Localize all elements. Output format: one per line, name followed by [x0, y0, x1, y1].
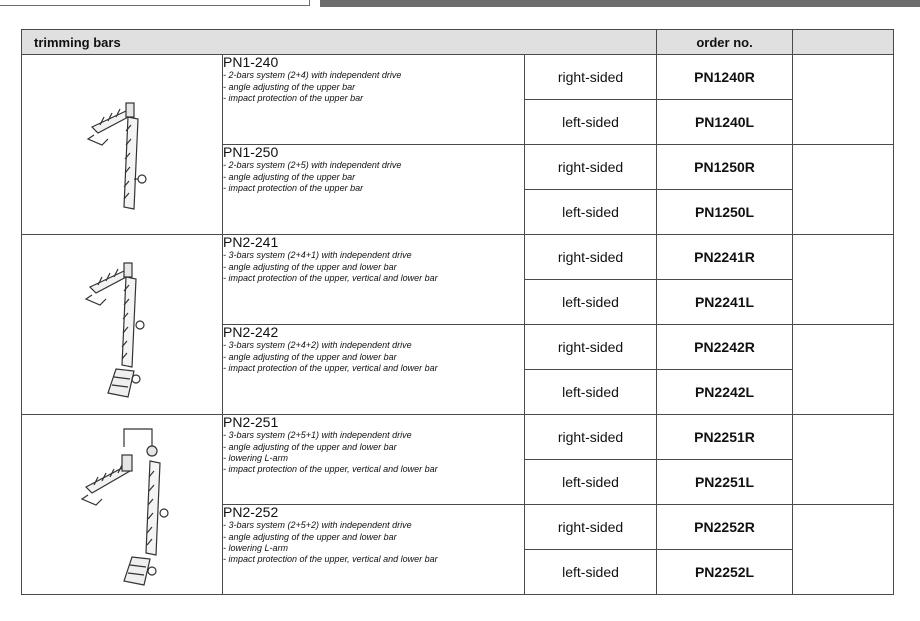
order-number: PN2252L: [657, 550, 793, 595]
trimming-bar-3-bar-lowering-icon: [22, 421, 222, 589]
product-description: [223, 235, 525, 325]
side-label: left-sided: [525, 100, 657, 145]
order-number: PN2252R: [657, 505, 793, 550]
table-header-row: [22, 30, 894, 55]
trimming-bars-table: [21, 29, 894, 595]
product-image-cell: [22, 415, 223, 595]
extra-header: [793, 30, 894, 55]
top-rule-left: [0, 0, 310, 6]
notes-cell: [793, 55, 894, 145]
order-number: PN1240R: [657, 55, 793, 100]
side-label: right-sided: [525, 325, 657, 370]
order-number: PN1240L: [657, 100, 793, 145]
order-number: PN1250L: [657, 190, 793, 235]
feature-item: - impact protection of the upper, vertical and lower bar: [223, 554, 438, 564]
feature-list: [223, 520, 524, 565]
feature-item: - 3-bars system (2+5+1) with independent drive: [223, 430, 412, 440]
feature-item: - impact protection of the upper, vertical and lower bar: [223, 273, 438, 283]
order-number: PN1250R: [657, 145, 793, 190]
feature-list: [223, 430, 524, 475]
notes-cell: [793, 505, 894, 595]
table-row: [22, 415, 894, 460]
order-number: PN2251L: [657, 460, 793, 505]
table-row: [22, 55, 894, 100]
order-number: PN2251R: [657, 415, 793, 460]
order-number: PN2242L: [657, 370, 793, 415]
trimming-bar-3-bar-icon: [22, 247, 222, 403]
feature-list: [223, 250, 524, 284]
product-description: [223, 325, 525, 415]
notes-cell: [793, 325, 894, 415]
product-image-cell: [22, 235, 223, 415]
feature-item: - impact protection of the upper, vertical and lower bar: [223, 464, 438, 474]
top-rule-right: [320, 0, 920, 7]
feature-list: [223, 160, 524, 194]
table-body: [22, 55, 894, 595]
notes-cell: [793, 415, 894, 505]
order-no-header: order no.: [657, 30, 793, 55]
side-label: left-sided: [525, 370, 657, 415]
product-description: [223, 145, 525, 235]
model-name: PN2-252: [223, 504, 279, 520]
order-number: PN2241L: [657, 280, 793, 325]
model-name: PN2-251: [223, 414, 279, 430]
model-name: PN2-242: [223, 324, 279, 340]
notes-cell: [793, 235, 894, 325]
feature-item: - lowering L-arm: [223, 543, 289, 553]
feature-item: - impact protection of the upper, vertical and lower bar: [223, 363, 438, 373]
side-label: right-sided: [525, 235, 657, 280]
side-label: left-sided: [525, 190, 657, 235]
side-label: left-sided: [525, 550, 657, 595]
feature-item: - 3-bars system (2+4+1) with independent drive: [223, 250, 412, 260]
side-label: right-sided: [525, 55, 657, 100]
product-description: [223, 415, 525, 505]
feature-item: - 3-bars system (2+5+2) with independent drive: [223, 520, 412, 530]
product-description: [223, 505, 525, 595]
feature-item: - impact protection of the upper bar: [223, 93, 364, 103]
feature-item: - 2-bars system (2+4) with independent drive: [223, 70, 402, 80]
side-label: right-sided: [525, 415, 657, 460]
side-label: left-sided: [525, 460, 657, 505]
side-label: right-sided: [525, 505, 657, 550]
feature-item: - angle adjusting of the upper and lower bar: [223, 532, 397, 542]
feature-item: - angle adjusting of the upper and lower bar: [223, 442, 397, 452]
feature-item: - angle adjusting of the upper bar: [223, 82, 356, 92]
product-description: [223, 55, 525, 145]
feature-item: - 2-bars system (2+5) with independent drive: [223, 160, 402, 170]
feature-item: - angle adjusting of the upper and lower bar: [223, 262, 397, 272]
feature-item: - 3-bars system (2+4+2) with independent drive: [223, 340, 412, 350]
notes-cell: [793, 145, 894, 235]
feature-list: [223, 70, 524, 104]
feature-list: [223, 340, 524, 374]
trimming-bar-2-bar-icon: [22, 75, 222, 215]
table-title: trimming bars: [22, 30, 657, 55]
side-label: left-sided: [525, 280, 657, 325]
table-row: [22, 235, 894, 280]
order-number: PN2242R: [657, 325, 793, 370]
model-name: PN1-250: [223, 144, 279, 160]
model-name: PN2-241: [223, 234, 279, 250]
order-number: PN2241R: [657, 235, 793, 280]
feature-item: - impact protection of the upper bar: [223, 183, 364, 193]
model-name: PN1-240: [223, 54, 279, 70]
feature-item: - lowering L-arm: [223, 453, 289, 463]
product-image-cell: [22, 55, 223, 235]
side-label: right-sided: [525, 145, 657, 190]
feature-item: - angle adjusting of the upper bar: [223, 172, 356, 182]
feature-item: - angle adjusting of the upper and lower bar: [223, 352, 397, 362]
